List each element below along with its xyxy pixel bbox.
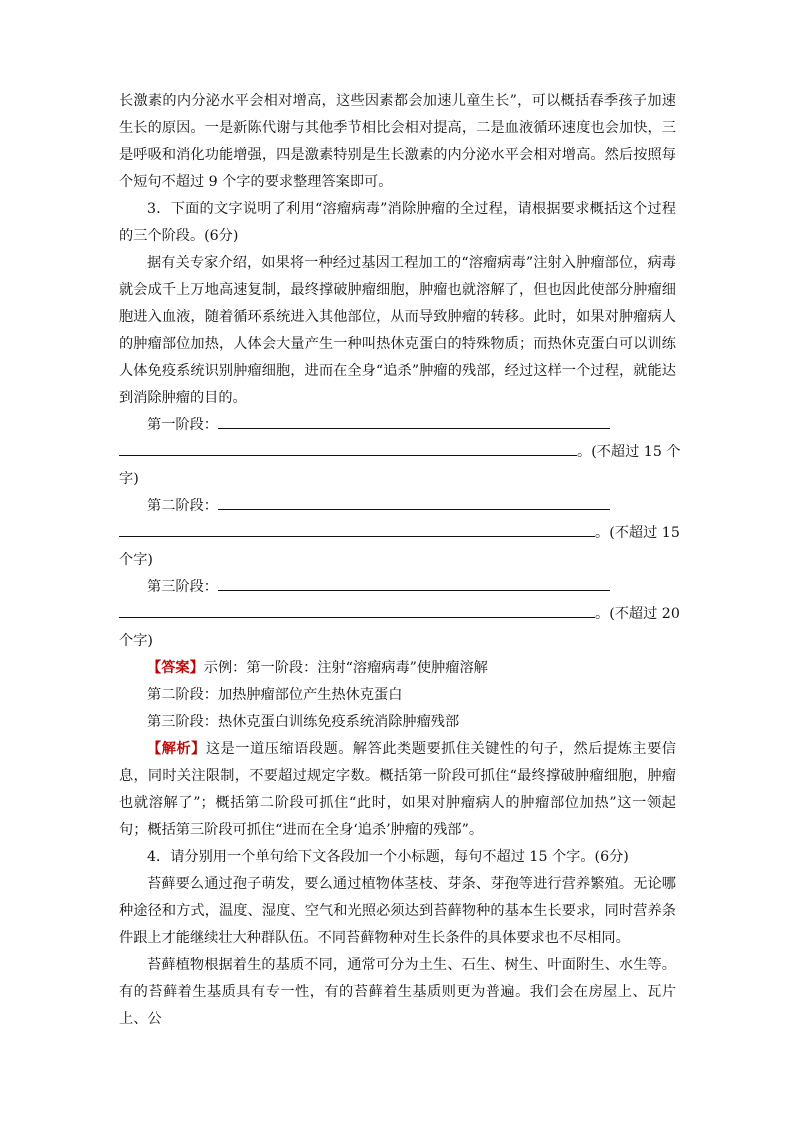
analysis-tag: 【解析】 — [147, 741, 206, 757]
document-page — [119, 88, 681, 1033]
stage-1-block — [119, 412, 681, 493]
answer-line-2: 第二阶段：加热肿瘤部位产生热休克蛋白 — [147, 687, 403, 703]
stage-1-label: 第一阶段： — [147, 417, 218, 433]
continued-analysis-paragraph: 长激素的内分泌水平会相对增高，这些因素都会加速儿童生长”，可以概括春季孩子加速生长的原因。一是新陈代谢与其他季节相比会相对提高，二是血液循环速度也会加快，三是呼吸和消化功能增强，四是激素特别是生长激素的内分泌水平会相对增高。然后按照每个短句不超过 9 个字的要求整理答案即可。 — [119, 93, 676, 190]
question-4-prompt: 4．请分别用一个单句给下文各段加一个小标题，每句不超过 15 个字。(6分) — [147, 849, 629, 865]
question-3-passage: 据有关专家介绍，如果将一种经过基因工程加工的“溶瘤病毒”注射入肿瘤部位，病毒就会成千上万地高速复制，最终撑破肿瘤细胞，肿瘤也就溶解了，但也因此使部分肿瘤细胞进入血液，随着循环系统进入其他部位，从而导致肿瘤的转移。此时，如果对肿瘤病人的肿瘤部位加热，人体会大量产生一种叫热休克蛋白的特殊物质；而热休克蛋白可以训练人体免疫系统识别肿瘤细胞，进而在全身“追杀”肿瘤的残部，经过这样一个过程，就能达到消除肿瘤的目的。 — [119, 255, 676, 406]
stage-1-answer-line[interactable] — [218, 412, 610, 429]
question-4-paragraph-2: 苔藓植物根据着生的基质不同，通常可分为土生、石生、树生、叶面附生、水生等。有的苔藓着生基质具有专一性，有的苔藓着生基质则更为普遍。我们会在房屋上、瓦片上、公 — [119, 957, 676, 1027]
question-4-paragraph-1: 苔藓要么通过孢子萌发，要么通过植物体茎枝、芽条、芽孢等进行营养繁殖。无论哪种途径和方式，温度、湿度、空气和光照必须达到苔藓物种的基本生长要求，同时营养条件跟上才能继续壮大种群队伍。不同苔藓物种对生长条件的具体要求也不尽相同。 — [119, 876, 676, 946]
stage-1-answer-line-2[interactable] — [119, 439, 577, 456]
answer-line-1: 示例：第一阶段：注射“溶瘤病毒”使肿瘤溶解 — [203, 660, 488, 676]
stage-3-answer-line[interactable] — [218, 574, 610, 591]
stage-2-answer-line-2[interactable] — [119, 520, 595, 537]
stage-2-answer-line[interactable] — [218, 493, 610, 510]
answer-block — [119, 655, 676, 736]
stage-2-label: 第二阶段： — [147, 498, 218, 514]
answer-tag: 【答案】 — [147, 660, 204, 676]
answer-line-3: 第三阶段：热休克蛋白训练免疫系统消除肿瘤残部 — [147, 714, 460, 730]
stage-3-answer-line-2[interactable] — [119, 601, 595, 618]
stage-3-label: 第三阶段： — [147, 579, 218, 595]
question-3-prompt: 3．下面的文字说明了利用“溶瘤病毒”消除肿瘤的全过程，请根据要求概括这个过程的三个阶段。(6分) — [119, 201, 676, 244]
stage-3-limit: 。(不超过 20 — [595, 606, 680, 622]
analysis-text: 这是一道压缩语段题。解答此类题要抓住关键性的句子，然后提炼主要信息，同时关注限制，不要超过规定字数。概括第一阶段可抓住“最终撑破肿瘤细胞，肿瘤也就溶解了”；概括第二阶段可抓住“此时，如果对肿瘤病人的肿瘤部位加热”这一领起句；概括第三阶段可抓住“进而在全身‘追杀’肿瘤的残部”。 — [119, 741, 676, 838]
stage-3-block — [119, 574, 680, 655]
stage-2-limit: 。(不超过 15 — [595, 525, 680, 541]
stage-3-limit-tail: 个字) — [119, 633, 153, 649]
analysis-paragraph — [119, 736, 676, 844]
stage-1-limit: 。(不超过 15 个 — [577, 444, 681, 460]
stage-1-limit-tail: 字) — [119, 471, 139, 487]
stage-2-limit-tail: 个字) — [119, 552, 153, 568]
stage-2-block — [119, 493, 680, 574]
